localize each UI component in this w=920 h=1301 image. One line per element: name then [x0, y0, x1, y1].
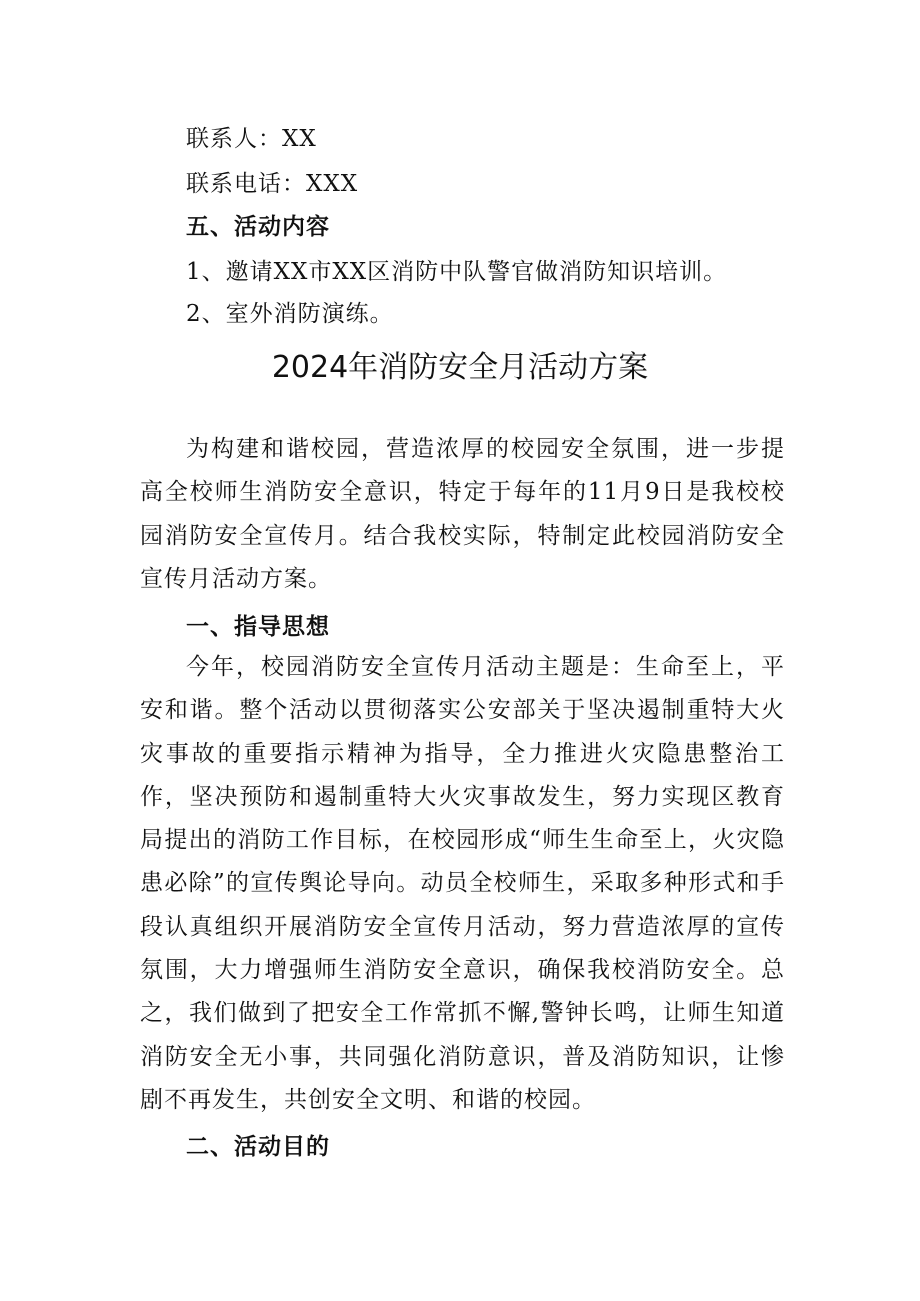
contact-person-line: 联系人：XX: [186, 126, 317, 152]
contact-phone-line: 联系电话：XXX: [186, 171, 359, 197]
intro-paragraph: 为构建和谐校园，营造浓厚的校园安全氛围，进一步提高全校师生消防安全意识，特定于每年的11月9日是我校校园消防安全宣传月。结合我校实际，特制定此校园消防安全宣传月活动方案。: [140, 436, 785, 592]
list-item-one: 1、邀请XX市XX区消防中队警官做消防知识培训。: [186, 259, 728, 285]
section-two-heading: 二、活动目的: [186, 1133, 330, 1160]
document-title: 2024年消防安全月活动方案: [271, 350, 649, 385]
list-item-two: 2、室外消防演练。: [186, 301, 394, 327]
section-one-body: 今年，校园消防安全宣传月活动主题是：生命至上，平安和谐。整个活动以贯彻落实公安部关于坚决遏制重特大火灾事故的重要指示精神为指导，全力推进火灾隐患整治工作，坚决预防和遏制重特大火灾事故发生，努力实现区教育局提出的消防工作目标，在校园形成“师生生命至上，火灾隐患必除”的宣传舆论导向。动员全校师生，采取多种形式和手段认真组织开展消防安全宣传月活动，努力营造浓厚的宣传氛围，大力增强师生消防安全意识，确保我校消防安全。总之，我们做到了把安全工作常抓不懈,警钟长鸣，让师生知道消防安全无小事，共同强化消防意识，普及消防知识，让惨剧不再发生，共创安全文明、和谐的校园。: [140, 654, 785, 1113]
section-one-heading: 一、指导思想: [186, 613, 330, 640]
section-five-heading: 五、活动内容: [186, 213, 330, 240]
